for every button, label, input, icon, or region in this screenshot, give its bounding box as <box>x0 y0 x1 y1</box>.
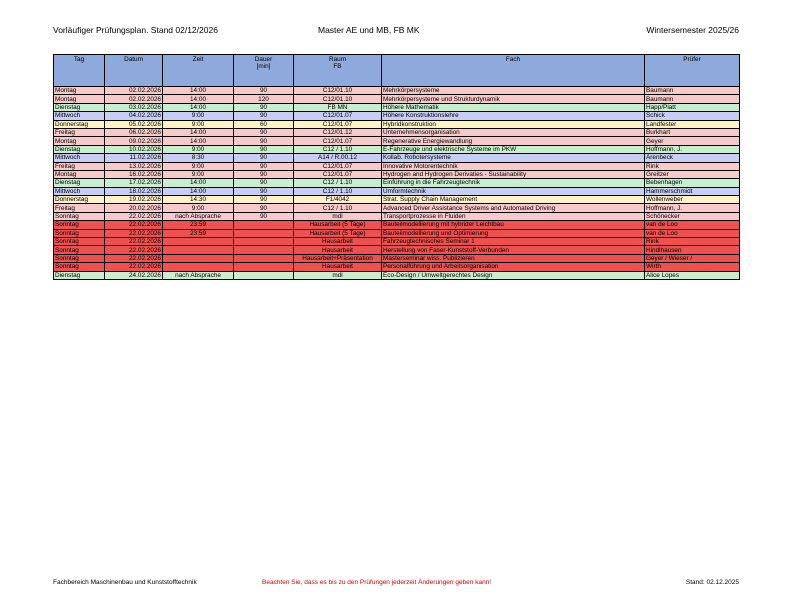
cell-fach: Bauteilmodellierung mit hybrider Leichtbau <box>382 221 645 229</box>
cell-fach: Höhere Mathematik <box>382 103 645 111</box>
cell-dauer: 90 <box>234 137 294 145</box>
cell-datum: 05.02.2026 <box>105 120 163 128</box>
cell-pruefer: Greitzer <box>645 170 740 178</box>
cell-dauer <box>234 271 294 279</box>
cell-datum: 02.02.2026 <box>105 87 163 95</box>
cell-tag: Donnerstag <box>54 196 105 204</box>
cell-raum: Hausarbeit <box>294 263 382 271</box>
cell-raum: Hausarbeit <box>294 238 382 246</box>
cell-tag: Sonntag <box>54 263 105 271</box>
cell-raum: FB MN <box>294 103 382 111</box>
table-row <box>54 179 740 187</box>
cell-dauer: 90 <box>234 145 294 153</box>
cell-datum: 02.02.2026 <box>105 95 163 103</box>
cell-pruefer: Hoffmann, J. <box>645 145 740 153</box>
cell-fach: Herstellung von Faser-Kunststoff-Verbunden <box>382 246 645 254</box>
cell-pruefer: Happ/Platt <box>645 103 740 111</box>
cell-raum: C12 / 1.10 <box>294 145 382 153</box>
cell-dauer: 90 <box>234 112 294 120</box>
cell-pruefer: Geyer / Wieser / <box>645 254 740 262</box>
cell-fach: Fahrzeugtechnisches Seminar 1 <box>382 238 645 246</box>
cell-tag: Sonntag <box>54 229 105 237</box>
cell-fach: Einführung in die Fahrzeugtechnik <box>382 179 645 187</box>
cell-dauer <box>234 254 294 262</box>
cell-raum: C12/01.07 <box>294 137 382 145</box>
table-row <box>54 212 740 220</box>
cell-dauer: 90 <box>234 187 294 195</box>
cell-tag: Sonntag <box>54 238 105 246</box>
cell-raum: mdl <box>294 271 382 279</box>
cell-pruefer: Burkhart <box>645 128 740 136</box>
cell-pruefer: Schönecker <box>645 212 740 220</box>
cell-pruefer: van de Loo <box>645 229 740 237</box>
cell-zeit: 9:00 <box>163 112 234 120</box>
cell-fach: Hybridkonstruktion <box>382 120 645 128</box>
footer-department: Fachbereich Maschinenbau und Kunststofftechnik <box>53 579 197 586</box>
cell-zeit: 14:30 <box>163 196 234 204</box>
table-row <box>54 112 740 120</box>
table-row <box>54 87 740 95</box>
cell-tag: Sonntag <box>54 254 105 262</box>
cell-raum: C12/01.07 <box>294 162 382 170</box>
cell-tag: Dienstag <box>54 145 105 153</box>
cell-raum: A14 / R.00.12 <box>294 154 382 162</box>
cell-tag: Freitag <box>54 204 105 212</box>
cell-zeit: 9:00 <box>163 170 234 178</box>
header-left-title: Vorläufiger Prüfungsplan. Stand 02/12/2026 <box>53 25 218 35</box>
table-row <box>54 263 740 271</box>
cell-tag: Freitag <box>54 162 105 170</box>
cell-datum: 20.02.2026 <box>105 204 163 212</box>
cell-zeit: 14:00 <box>163 95 234 103</box>
cell-dauer: 90 <box>234 204 294 212</box>
cell-datum: 11.02.2026 <box>105 154 163 162</box>
cell-dauer <box>234 263 294 271</box>
cell-zeit: 14:00 <box>163 137 234 145</box>
cell-datum: 13.02.2026 <box>105 162 163 170</box>
table-row <box>54 162 740 170</box>
cell-fach: Umformtechnik <box>382 187 645 195</box>
cell-datum: 06.02.2026 <box>105 128 163 136</box>
cell-fach: Personalführung und Arbeitsorganisation <box>382 263 645 271</box>
cell-raum: C12/01.07 <box>294 112 382 120</box>
cell-datum: 22.02.2026 <box>105 229 163 237</box>
cell-tag: Freitag <box>54 128 105 136</box>
cell-datum: 19.02.2026 <box>105 196 163 204</box>
cell-zeit: 14:00 <box>163 179 234 187</box>
cell-fach: Regenerative Energiewandlung <box>382 137 645 145</box>
cell-zeit: 8:30 <box>163 154 234 162</box>
cell-pruefer: Rink <box>645 162 740 170</box>
cell-pruefer: Hoffmann, J. <box>645 204 740 212</box>
cell-fach: Innovative Motorentechnik <box>382 162 645 170</box>
cell-dauer: 90 <box>234 179 294 187</box>
footer-change-notice: Beachten Sie, dass es bis zu den Prüfungen jederzeit Änderungen geben kann! <box>262 579 492 586</box>
table-row <box>54 103 740 111</box>
cell-dauer <box>234 238 294 246</box>
cell-raum: Hausarbeit (5 Tage) <box>294 221 382 229</box>
col-header-tag: Tag <box>54 55 105 87</box>
cell-dauer: 90 <box>234 154 294 162</box>
cell-fach: Eco-Design / Umweltgerechtes Design <box>382 271 645 279</box>
table-row <box>54 120 740 128</box>
cell-fach: Advanced Driver Assistance Systems and Automated Driving <box>382 204 645 212</box>
cell-zeit: 9:00 <box>163 120 234 128</box>
cell-pruefer: Alice Lopes <box>645 271 740 279</box>
cell-dauer: 60 <box>234 120 294 128</box>
cell-raum: C12/01.10 <box>294 95 382 103</box>
cell-zeit <box>163 246 234 254</box>
col-header-dauer: Dauer [min] <box>234 55 294 87</box>
cell-tag: Sonntag <box>54 246 105 254</box>
cell-datum: 22.02.2026 <box>105 246 163 254</box>
table-row <box>54 271 740 279</box>
table-row <box>54 204 740 212</box>
cell-fach: Kollab. Robotersysteme <box>382 154 645 162</box>
cell-datum: 22.02.2026 <box>105 238 163 246</box>
cell-datum: 24.02.2026 <box>105 271 163 279</box>
cell-dauer: 90 <box>234 128 294 136</box>
cell-zeit: nach Absprache <box>163 212 234 220</box>
table-row <box>54 238 740 246</box>
table-row <box>54 128 740 136</box>
cell-raum: F1/4042 <box>294 196 382 204</box>
cell-datum: 09.02.2026 <box>105 137 163 145</box>
cell-raum: C12 / 1.10 <box>294 179 382 187</box>
cell-dauer: 90 <box>234 87 294 95</box>
cell-datum: 17.02.2026 <box>105 179 163 187</box>
cell-fach: Transportprozesse in Fluiden <box>382 212 645 220</box>
cell-pruefer: Hammerschmidt <box>645 187 740 195</box>
cell-zeit: 9:00 <box>163 162 234 170</box>
cell-pruefer: Wirth <box>645 263 740 271</box>
cell-fach: Höhere Konstruktionslehre <box>382 112 645 120</box>
cell-zeit <box>163 263 234 271</box>
cell-dauer: 90 <box>234 170 294 178</box>
table-row <box>54 196 740 204</box>
cell-dauer <box>234 221 294 229</box>
table-row <box>54 137 740 145</box>
cell-zeit <box>163 254 234 262</box>
cell-zeit: 9:00 <box>163 145 234 153</box>
cell-zeit <box>163 238 234 246</box>
cell-fach: Hydrogen and Hydrogen Derivaties - Sustainability <box>382 170 645 178</box>
cell-datum: 22.02.2026 <box>105 221 163 229</box>
cell-tag: Montag <box>54 137 105 145</box>
table-row <box>54 187 740 195</box>
header-program: Master AE und MB, FB MK <box>318 25 420 35</box>
cell-pruefer: Geyer <box>645 137 740 145</box>
cell-fach: Bauteilmodellierung und Optimierung <box>382 229 645 237</box>
table-row <box>54 95 740 103</box>
cell-tag: Dienstag <box>54 271 105 279</box>
cell-tag: Montag <box>54 95 105 103</box>
cell-pruefer: Baumann <box>645 95 740 103</box>
cell-dauer: 90 <box>234 212 294 220</box>
cell-pruefer: Baumann <box>645 87 740 95</box>
cell-datum: 22.02.2026 <box>105 212 163 220</box>
cell-zeit: 14:00 <box>163 128 234 136</box>
table-row <box>54 154 740 162</box>
cell-dauer: 120 <box>234 95 294 103</box>
cell-raum: C12 / 1.10 <box>294 204 382 212</box>
cell-tag: Dienstag <box>54 179 105 187</box>
cell-dauer <box>234 229 294 237</box>
col-header-zeit: Zeit <box>163 55 234 87</box>
table-row <box>54 221 740 229</box>
cell-zeit: 14:00 <box>163 187 234 195</box>
table-row <box>54 246 740 254</box>
table-header-row <box>54 55 740 87</box>
cell-pruefer: Arenbeck <box>645 154 740 162</box>
cell-raum: Hausarbeit+Präsentation <box>294 254 382 262</box>
cell-datum: 04.02.2026 <box>105 112 163 120</box>
cell-datum: 03.02.2026 <box>105 103 163 111</box>
cell-fach: E-Fahrzeuge und elektrische Systeme im PKW <box>382 145 645 153</box>
cell-tag: Mittwoch <box>54 154 105 162</box>
cell-zeit: nach Absprache <box>163 271 234 279</box>
cell-fach: Mehrkörpersysteme <box>382 87 645 95</box>
col-header-raum: Raum FB <box>294 55 382 87</box>
cell-zeit: 14:00 <box>163 87 234 95</box>
table-row <box>54 254 740 262</box>
cell-raum: C12/01.07 <box>294 170 382 178</box>
cell-tag: Dienstag <box>54 103 105 111</box>
col-header-pruefer: Prüfer <box>645 55 740 87</box>
cell-dauer: 90 <box>234 162 294 170</box>
cell-pruefer: van de Loo <box>645 221 740 229</box>
cell-tag: Montag <box>54 87 105 95</box>
cell-tag: Mittwoch <box>54 112 105 120</box>
cell-fach: Strat. Supply Chain Management <box>382 196 645 204</box>
cell-pruefer: Schick <box>645 112 740 120</box>
cell-raum: Hausarbeit <box>294 246 382 254</box>
cell-fach: Mehrkörpersysteme und Strukturdynamik <box>382 95 645 103</box>
cell-datum: 16.02.2026 <box>105 170 163 178</box>
cell-dauer <box>234 246 294 254</box>
footer-date: Stand: 02.12.2025 <box>685 579 739 586</box>
cell-tag: Montag <box>54 170 105 178</box>
cell-raum: Hausarbeit (5 Tage) <box>294 229 382 237</box>
cell-fach: Masterseminar wiss. Publizieren <box>382 254 645 262</box>
cell-dauer: 90 <box>234 196 294 204</box>
cell-pruefer: Landfester <box>645 120 740 128</box>
cell-tag: Sonntag <box>54 221 105 229</box>
cell-datum: 22.02.2026 <box>105 263 163 271</box>
col-header-fach: Fach <box>382 55 645 87</box>
cell-raum: C12 / 1.10 <box>294 187 382 195</box>
cell-tag: Mittwoch <box>54 187 105 195</box>
col-header-datum: Datum <box>105 55 163 87</box>
cell-tag: Donnerstag <box>54 120 105 128</box>
cell-pruefer: Wollenweber <box>645 196 740 204</box>
cell-pruefer: Bebenhagen <box>645 179 740 187</box>
header-semester: Wintersemester 2025/26 <box>646 25 739 35</box>
cell-fach: Unternehmensorganisation <box>382 128 645 136</box>
cell-pruefer: Hindlhausen <box>645 246 740 254</box>
cell-raum: C12/01.12 <box>294 128 382 136</box>
cell-datum: 18.02.2026 <box>105 187 163 195</box>
table-row <box>54 145 740 153</box>
cell-zeit: 9:00 <box>163 204 234 212</box>
exam-schedule-table <box>53 54 740 280</box>
cell-zeit: 14:00 <box>163 103 234 111</box>
cell-datum: 10.02.2026 <box>105 145 163 153</box>
table-row <box>54 229 740 237</box>
cell-dauer: 90 <box>234 103 294 111</box>
cell-pruefer: Rink <box>645 238 740 246</box>
cell-raum: C12/01.07 <box>294 120 382 128</box>
cell-tag: Sonntag <box>54 212 105 220</box>
cell-datum: 22.02.2026 <box>105 254 163 262</box>
cell-raum: mdl <box>294 212 382 220</box>
cell-zeit: 23:59 <box>163 221 234 229</box>
table-row <box>54 170 740 178</box>
cell-zeit: 23:59 <box>163 229 234 237</box>
cell-raum: C12/01.10 <box>294 87 382 95</box>
